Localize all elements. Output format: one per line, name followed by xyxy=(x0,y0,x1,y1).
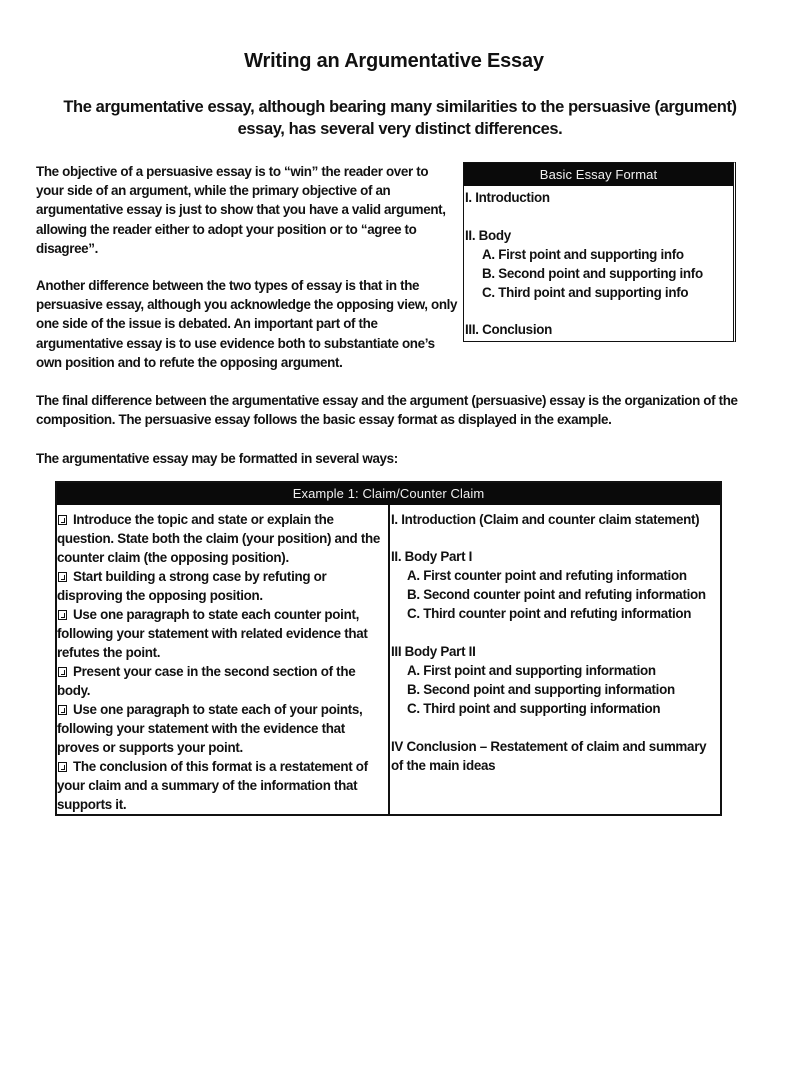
step-text: Start building a strong case by refuting or disproving the opposing position. xyxy=(57,569,327,603)
checkbox-bullet-icon xyxy=(58,762,67,772)
outline-counter-point-b: B. Second counter point and refuting information xyxy=(407,587,706,602)
basic-format-point-a: A. First point and supporting info xyxy=(482,247,684,262)
basic-format-point-b: B. Second point and supporting info xyxy=(482,266,703,281)
column-divider xyxy=(388,505,390,816)
step-item xyxy=(57,567,388,605)
step-item xyxy=(57,662,388,700)
page-subtitle: The argumentative essay, although bearing many similarities to the persuasive (argument) essay, has several very distinct differences. xyxy=(63,98,737,138)
step-text: Use one paragraph to state each of your points, following your statement with the evidence that proves or supports your point. xyxy=(57,702,363,755)
outline-point-b: B. Second point and supporting information xyxy=(407,682,675,697)
checkbox-bullet-icon xyxy=(58,572,67,582)
checkbox-bullet-icon xyxy=(58,705,67,715)
basic-format-body: II. Body xyxy=(465,228,511,243)
outline-point-c: C. Third point and supporting information xyxy=(407,701,661,716)
step-text: Use one paragraph to state each counter point, following your statement with related evidence that refutes the point. xyxy=(57,607,368,660)
outline-body-part-1: II. Body Part I xyxy=(391,549,473,564)
step-item xyxy=(57,757,388,814)
outline-body-part-2: III Body Part II xyxy=(391,644,476,659)
outline-introduction: I. Introduction (Claim and counter claim statement) xyxy=(391,512,700,527)
example-1-table xyxy=(55,481,722,816)
basic-essay-format-box xyxy=(463,162,736,342)
outline-counter-point-c: C. Third counter point and refuting information xyxy=(407,606,692,621)
page-title: Writing an Argumentative Essay xyxy=(244,50,544,72)
paragraph-objective: The objective of a persuasive essay is to “win” the reader over to your side of an argument, while the primary objective of an argumentative essay is just to show that you have a valid argument, allowing the reader either to adopt your position or to “agree to disagree”. xyxy=(36,164,446,256)
outline-counter-point-a: A. First counter point and refuting information xyxy=(407,568,687,583)
paragraph-final-difference: The final difference between the argumentative essay and the argument (persuasive) essay is the organization of the composition. The persuasive essay follows the basic essay format as displayed in the example. xyxy=(36,393,738,428)
paragraph-formats-intro: The argumentative essay may be formatted in several ways: xyxy=(36,451,398,466)
checkbox-bullet-icon xyxy=(58,515,67,525)
basic-essay-format-header: Basic Essay Format xyxy=(464,163,733,186)
checkbox-bullet-icon xyxy=(58,667,67,677)
basic-format-point-c: C. Third point and supporting info xyxy=(482,285,689,300)
paragraph-difference: Another difference between the two types of essay is that in the persuasive essay, although you acknowledge the opposing view, only one side of the issue is debated. An important part of the argumentative essay is to use evidence both to substantiate one’s own position and to refute the opposing argument. xyxy=(36,278,458,370)
basic-format-introduction: I. Introduction xyxy=(465,190,550,205)
outline-conclusion: IV Conclusion – Restatement of claim and summary xyxy=(391,739,707,754)
step-text: Introduce the topic and state or explain the question. State both the claim (your position) and the counter claim (the opposing position). xyxy=(57,512,381,565)
basic-format-conclusion: III. Conclusion xyxy=(465,322,553,337)
step-text: Present your case in the second section of the body. xyxy=(57,664,356,698)
outline-point-a: A. First point and supporting information xyxy=(407,663,656,678)
step-item xyxy=(57,700,388,757)
step-item xyxy=(57,510,388,567)
step-item xyxy=(57,605,388,662)
checkbox-bullet-icon xyxy=(58,610,67,620)
example-1-header: Example 1: Claim/Counter Claim xyxy=(57,483,720,505)
outline-conclusion-cont: of the main ideas xyxy=(391,758,496,773)
example-1-steps xyxy=(57,510,388,814)
step-text: The conclusion of this format is a restatement of your claim and a summary of the information that supports it. xyxy=(57,759,368,812)
